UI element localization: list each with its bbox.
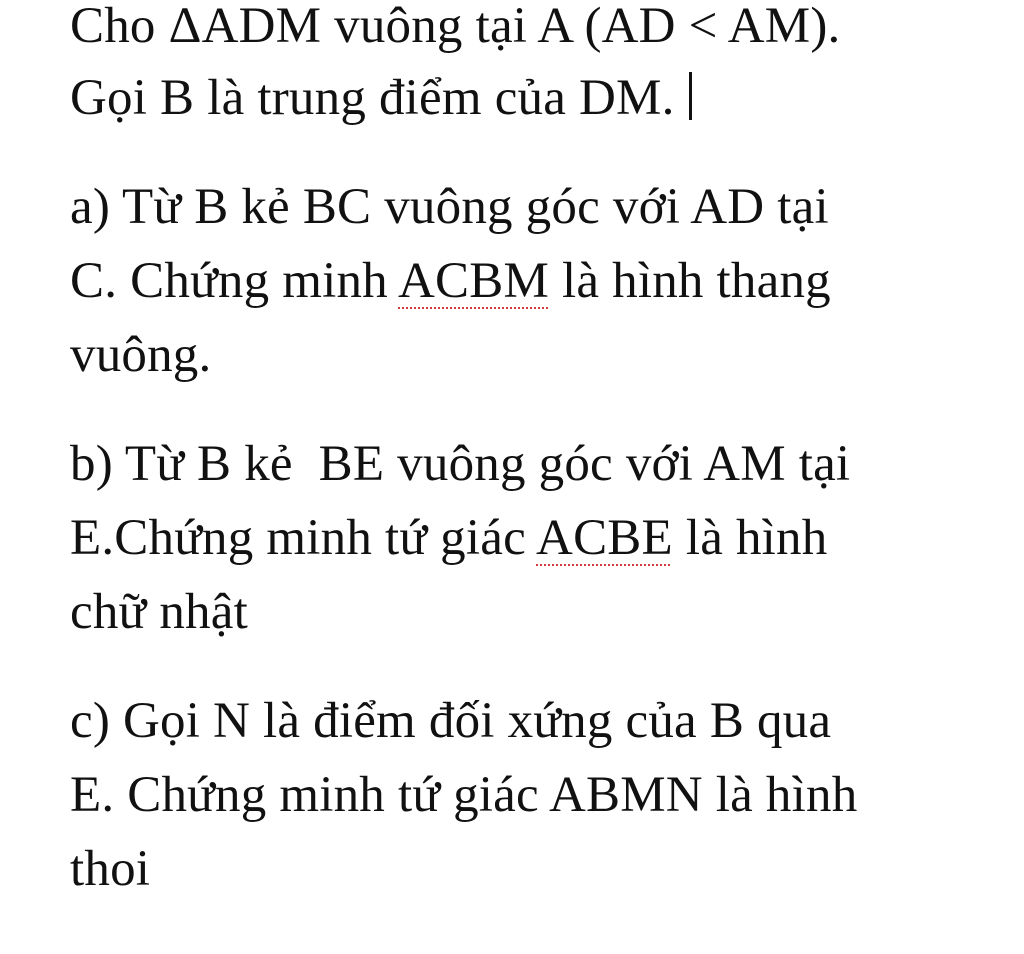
spellcheck-flagged-word[interactable]: ACBM bbox=[398, 253, 550, 309]
part-a-line-2 bbox=[70, 251, 831, 311]
intro-line-2-text: Gọi B là trung điểm của DM. bbox=[70, 70, 675, 126]
part-b-line-2 bbox=[70, 508, 827, 568]
part-c-line-2: E. Chứng minh tứ giác ABMN là hình bbox=[70, 767, 858, 823]
part-a-line-2-start: C. Chứng minh bbox=[70, 253, 398, 309]
part-a-line-3: vuông. bbox=[70, 327, 212, 383]
part-b-line-3: chữ nhật bbox=[70, 584, 248, 640]
part-a-line-2-end: là hình thang bbox=[549, 253, 831, 309]
part-c-line-3: thoi bbox=[70, 841, 151, 897]
part-b-line-2-end: là hình bbox=[672, 510, 828, 566]
intro-line-2 bbox=[70, 68, 692, 128]
part-c-line-1: c) Gọi N là điểm đối xứng của B qua bbox=[70, 693, 832, 749]
part-a-line-1: a) Từ B kẻ BC vuông góc với AD tại bbox=[70, 179, 829, 235]
part-b-line-2-start: E.Chứng minh tứ giác bbox=[70, 510, 537, 566]
part-b-line-1: b) Từ B kẻ BE vuông góc với AM tại bbox=[70, 436, 851, 492]
spellcheck-flagged-word[interactable]: ACBE bbox=[536, 510, 673, 566]
intro-line-1: Cho ΔADM vuông tại A (AD < AM). bbox=[70, 0, 841, 54]
text-cursor bbox=[689, 72, 692, 120]
